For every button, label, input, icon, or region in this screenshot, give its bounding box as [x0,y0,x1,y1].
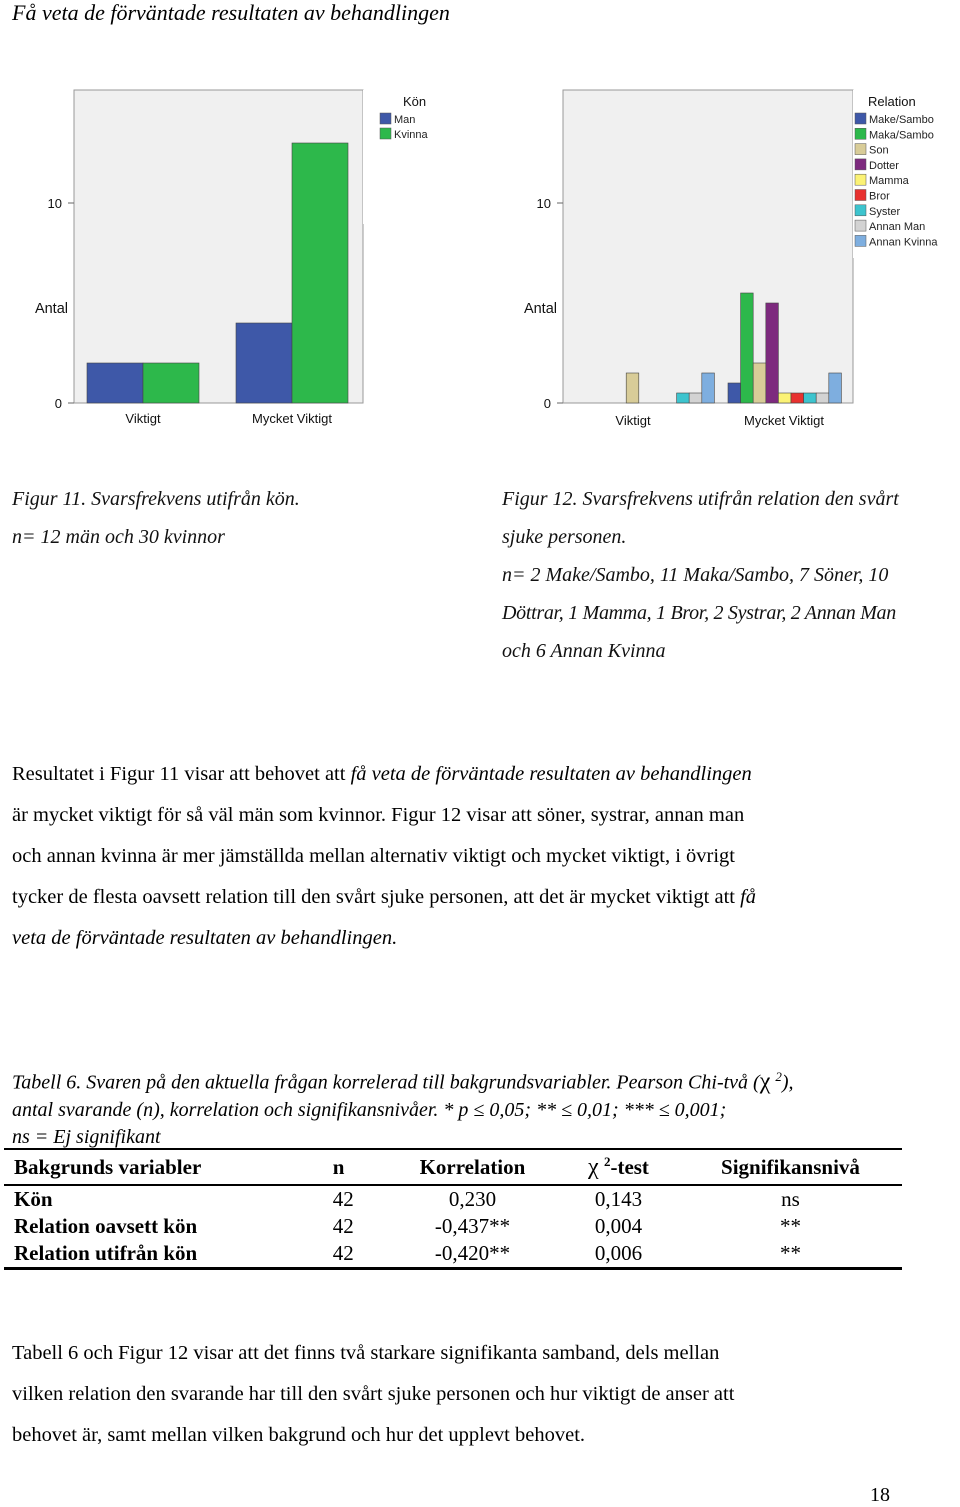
row-correlation: -0,420** [434,1241,511,1265]
row-n: 42 [332,1241,354,1265]
row-chi: 0,143 [594,1187,643,1211]
x-tick-label: Mycket Viktigt [252,411,332,426]
chart-relation [488,80,960,440]
para2-line1: Tabell 6 och Figur 12 visar att det finns två starkare signifikanta samband, dels mellan [12,1342,720,1364]
row-chi: 0,006 [594,1241,643,1265]
para2-line3: behovet är, samt mellan vilken bakgrund och hur det upplevt behovet. [12,1424,586,1446]
bar [753,363,766,403]
fig12-caption-line4: Döttrar, 1 Mamma, 1 Bror, 2 Systrar, 2 Annan Man [502,602,896,624]
bar [778,393,791,403]
legend-entry: Annan Man [869,221,926,234]
legend-swatch [380,128,391,139]
bar [689,393,702,403]
bar [702,373,715,403]
x-tick-label: Viktigt [615,413,651,428]
legend-entry: Kvinna [394,129,428,141]
results-paragraph [12,754,952,959]
legend-title: Kön [403,94,427,109]
bar [728,383,741,403]
para1-line3: och annan kvinna är mer jämställda mellan alternativ viktigt och mycket viktigt, i övrigt [12,845,735,867]
legend-swatch [855,144,866,155]
bar [829,373,842,403]
y-tick-label: 0 [543,396,551,411]
header-significance: Signifikansnivå [721,1154,860,1179]
header-chi-sup: 2 [603,1153,611,1169]
fig11-caption-line1: Figur 11. Svarsfrekvens utifrån kön. [12,488,300,510]
row-variable: Kön [14,1187,53,1211]
bar [677,393,690,403]
table-caption-line3: ns = Ej signifikant [12,1125,161,1148]
row-n: 42 [332,1187,354,1211]
row-significance: ns [781,1187,800,1211]
legend-entry: Annan Kvinna [869,236,938,249]
row-variable: Relation utifrån kön [14,1241,198,1265]
legend-swatch [380,113,391,124]
para1-line4-a: tycker de flesta oavsett relation till den svårt sjuke personen, att det är mycket viktigt att [12,886,741,908]
table-row [4,1240,902,1269]
table-caption-line1a: Tabell 6. Svaren på den aktuella frågan korrelerad till bakgrundsvariabler. Pearson Chi-två ( [12,1071,760,1094]
legend-entry: Dotter [869,159,899,172]
legend-swatch [855,174,866,185]
bar [741,293,754,403]
fig12-caption-line3: n= 2 Make/Sambo, 11 Maka/Sambo, 7 Söner, 10 [502,564,889,586]
legend-swatch [855,113,866,124]
para1-line1-b: få veta de förväntade resultaten av behandlingen [350,763,752,785]
section-heading: Få veta de förväntade resultaten av behandlingen [12,0,450,25]
legend-entry: Syster [869,205,901,218]
row-significance: ** [779,1241,801,1265]
header-correlation: Korrelation [419,1154,526,1179]
row-chi: 0,004 [594,1214,643,1238]
bar [87,363,143,403]
bar [804,393,817,403]
para1-line4-b: få [740,886,757,908]
legend-entry: Man [394,114,416,126]
bar [791,393,804,403]
fig11-caption-line2: n= 12 män och 30 kvinnor [12,526,225,548]
legend-entry: Mamma [869,175,909,188]
y-axis-label: Antal [523,301,557,317]
fig12-caption-line1: Figur 12. Svarsfrekvens utifrån relation den svårt [502,488,899,510]
legend-swatch [855,159,866,170]
legend-swatch [855,205,866,216]
header-chi-symbol: χ [588,1153,599,1180]
y-tick-label: 10 [536,196,551,211]
chart-kon [0,80,470,440]
bar [816,393,829,403]
para1-line5: veta de förväntade resultaten av behandlingen. [12,927,398,949]
results-table [4,1148,902,1270]
y-axis-label: Antal [34,301,68,317]
bar [766,303,779,403]
row-correlation: 0,230 [448,1187,497,1211]
bar [626,373,639,403]
para1-line1-a: Resultatet i Figur 11 visar att behovet att [12,763,351,785]
legend-swatch [855,128,866,139]
page-number: 18 [870,1484,890,1506]
legend-entry: Maka/Sambo [869,129,934,142]
table-caption [12,1063,952,1151]
legend-entry: Son [869,144,889,157]
y-tick-label: 0 [54,396,62,411]
table-caption-line1b: ), [781,1071,794,1094]
legend-swatch [855,235,866,246]
legend-entry: Make/Sambo [869,114,934,126]
row-correlation: -0,437** [434,1214,511,1238]
header-n: n [332,1154,345,1179]
chi-symbol: χ [759,1068,771,1095]
legend-swatch [855,190,866,201]
legend-entry: Bror [869,190,890,203]
bar [236,323,292,403]
row-significance: ** [779,1214,801,1238]
header-variable: Bakgrunds variabler [14,1154,202,1179]
table-caption-line2: antal svarande (n), korrelation och signifikansnivåer. * p ≤ 0,05; ** ≤ 0,01; *** ≤ 0,001; [12,1098,727,1121]
header-chi-suffix: -test [610,1154,649,1179]
legend-swatch [855,220,866,231]
y-tick-label: 10 [47,196,62,211]
bar [143,363,199,403]
row-n: 42 [332,1214,354,1238]
x-tick-label: Viktigt [125,411,161,426]
fig12-caption-line2: sjuke personen. [502,526,627,548]
header-chi-test [558,1149,669,1185]
para1-line2: är mycket viktigt för så väl män som kvinnor. Figur 12 visar att söner, systrar, annan man [12,804,745,826]
x-tick-label: Mycket Viktigt [744,413,824,428]
table-row [4,1213,902,1240]
table-row [4,1185,902,1213]
legend-title: Relation [868,94,916,109]
table-header-row [4,1149,902,1185]
conclusion-paragraph [12,1333,952,1456]
chi-sup: 2 [775,1069,782,1084]
para2-line2: vilken relation den svarande har till den svårt sjuke personen och hur viktigt de anser att [12,1383,735,1405]
bar [292,143,348,403]
fig12-caption-line5: och 6 Annan Kvinna [502,640,666,662]
row-variable: Relation oavsett kön [14,1214,198,1238]
